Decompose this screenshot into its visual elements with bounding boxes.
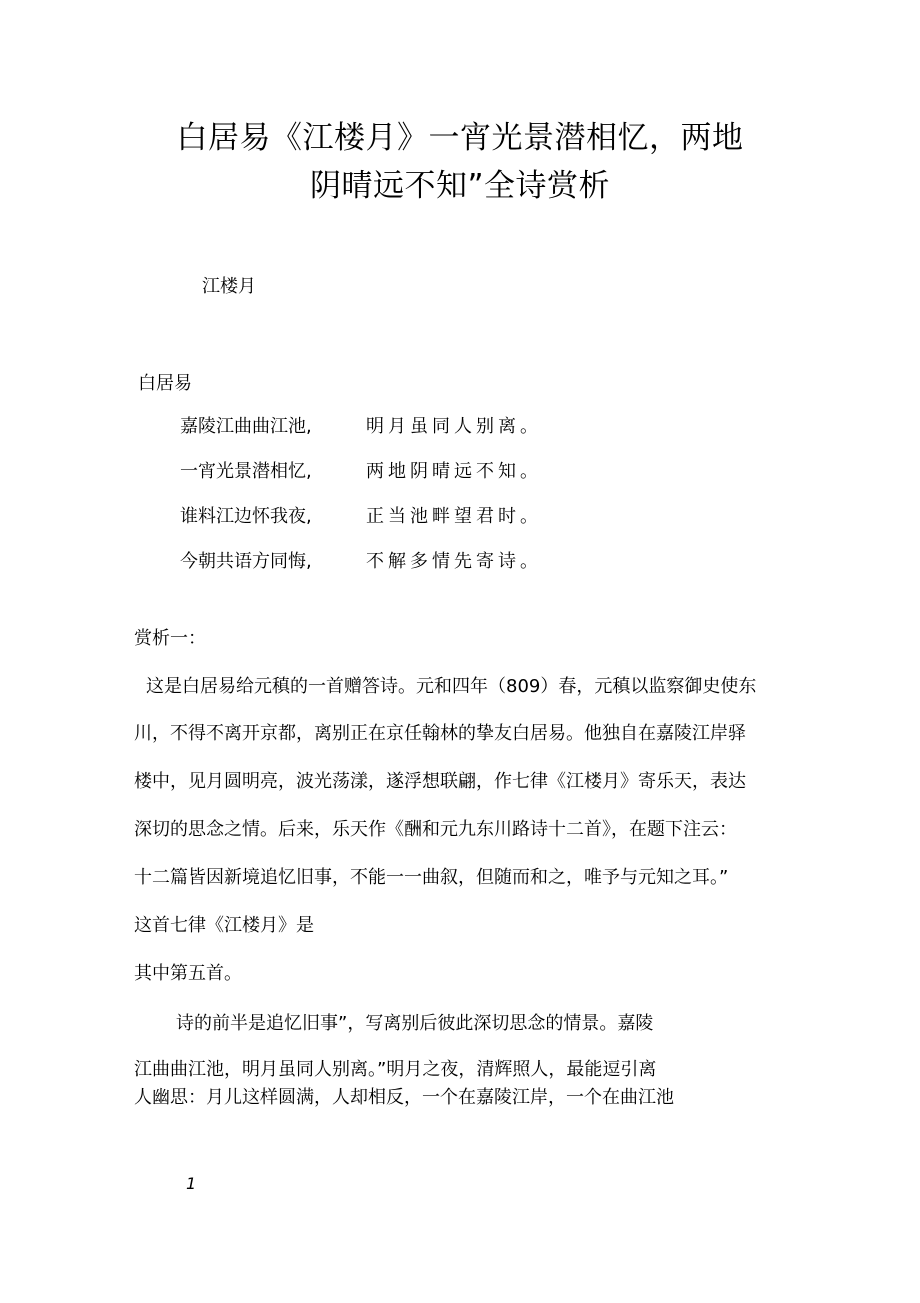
- paragraph-line: 这首七律《江楼月》是: [134, 915, 314, 936]
- verse-second-half: 明月虽同人别离。: [366, 416, 542, 437]
- paragraph-line: 十二篇皆因新境追忆旧事，不能一一曲叙，但随而和之，唯予与元知之耳。”: [134, 867, 729, 888]
- verse-second-half: 不解多情先寄诗。: [366, 551, 542, 572]
- poem-author: 白居易: [138, 373, 192, 394]
- paragraph-line: 川，不得不离开京都，离别正在京任翰林的挚友白居易。他独自在嘉陵江岸驿: [134, 723, 746, 744]
- verse-first-half: 谁料江边怀我夜,: [180, 506, 312, 527]
- paragraph-line: 楼中，见月圆明亮，波光荡漾，遂浮想联翩，作七律《江楼月》寄乐天，表达: [134, 771, 746, 792]
- document-title-line-1: 白居易《江楼月》一宵光景潜相忆，两地: [176, 120, 744, 156]
- paragraph-line: 人幽思：月儿这样圆满，人却相反，一个在嘉陵江岸，一个在曲江池: [134, 1087, 674, 1108]
- paragraph-line: 其中第五首。: [134, 963, 242, 984]
- verse-second-half: 两地阴晴远不知。: [366, 461, 542, 482]
- verse-first-half: 一宵光景潜相忆,: [180, 461, 312, 482]
- paragraph-line: 深切的思念之情。后来，乐天作《酬和元九东川路诗十二首》，在题下注云：: [134, 819, 737, 840]
- verse-first-half: 嘉陵江曲曲江池,: [180, 416, 312, 437]
- paragraph-line: 这是白居易给元稹的一首赠答诗。元和四年（809）春，元稹以监察御史使东: [146, 676, 757, 697]
- document-title-line-2: 阴晴远不知”全诗赏析: [309, 168, 611, 204]
- poem-verse: [180, 415, 542, 439]
- poem-verse: [180, 505, 542, 529]
- verse-second-half: 正当池畔望君时。: [366, 506, 542, 527]
- page-number: 1: [186, 1174, 197, 1193]
- verse-first-half: 今朝共语方同悔,: [180, 551, 312, 572]
- poem-verse: [180, 460, 542, 484]
- poem-verse: [180, 550, 542, 574]
- section-heading: 赏析一：: [134, 628, 206, 649]
- poem-title: 江楼月: [202, 276, 256, 297]
- paragraph-line: 江曲曲江池，明月虽同人别离。”明月之夜，清辉照人，最能逗引离: [134, 1059, 657, 1080]
- paragraph-line: 诗的前半是追忆旧事”，写离别后彼此深切思念的情景。嘉陵: [176, 1013, 654, 1034]
